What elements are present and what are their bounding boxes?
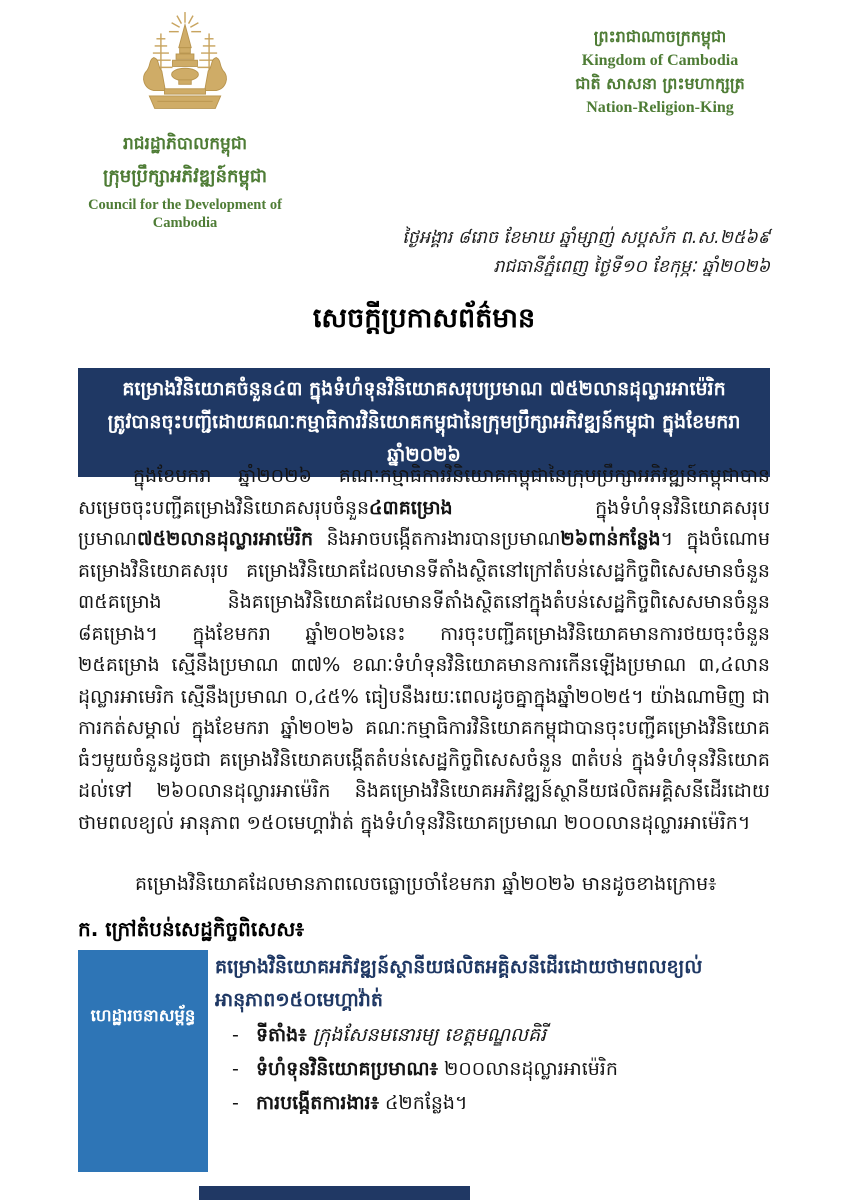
body-paragraph: ក្នុងខែមករា ឆ្នាំ២០២៦ គណៈកម្មាធិការវិនិយោគកម្ពុជានៃក្រុមប្រឹក្សាអភិវឌ្ឍន៍កម្ពុជាបានសម្រេចចុះបញ្ជីគម្រោងវិនិយោគសរុបចំនួន៤៣គម្រោង ក្នុងទំហំទុនវិនិយោគសរុបប្រមាណ៧៥២លានដុល្លារអាម៉េរិក និងអាចបង្កើតការងារបានប្រមាណ២៦ពាន់កន្លែង។ ក្នុងចំណោមគម្រោងវិនិយោគសរុប គម្រោងវិនិយោគដែលមានទីតាំងស្ថិតនៅក្រៅតំបន់សេដ្ឋកិច្ចពិសេសមានចំនួន ៣៥គម្រោង និងគម្រោងវិនិយោគដែលមានទីតាំងស្ថិតនៅក្នុងតំបន់សេដ្ឋកិច្ចពិសេសមានចំនួន ៨គម្រោង។ ក្នុងខែមករា ឆ្នាំ២០២៦នេះ ការចុះបញ្ជីគម្រោងវិនិយោគមានការថយចុះចំនួន ២៥គម្រោង ស្មើនឹងប្រមាណ ៣៧% ខណៈទំហំទុនវិនិយោគមានការកើនឡើងប្រមាណ ៣,៤លានដុល្លារអាមេរិក ស្មើនឹងប្រមាណ ០,៤៥% ធៀបនឹងរយៈពេលដូចគ្នាក្នុងឆ្នាំ២០២៥។ យ៉ាងណាមិញ ជាការកត់សម្គាល់ ក្នុងខែមករា ឆ្នាំ២០២៦ គណៈកម្មាធិការវិនិយោគកម្ពុជាបានចុះបញ្ជីគម្រោងវិនិយោគធំៗមួយចំនួនដូចជា គម្រោងវិនិយោគបង្កើតតំបន់សេដ្ឋកិច្ចពិសេសចំនួន ៣តំបន់ ក្នុងទំហំទុនវិនិយោគដល់ទៅ ២៦០លានដុល្លារអាម៉េរិក និងគម្រោងវិនិយោគអភិវឌ្ឍន៍ស្ថានីយផលិតអគ្គិសនីដើរដោយថាមពលខ្យល់ អានុភាព ១៥០មេហ្គាវ៉ាត់ ក្នុងទំហំទុនវិនិយោគប្រមាណ ២០០លានដុល្លារអាម៉េរិក។	[78, 465, 771, 834]
kingdom-name-english: Kingdom of Cambodia	[581, 52, 739, 69]
dateline-block	[270, 224, 770, 282]
bullet-location-label: ទីតាំង៖	[256, 1024, 307, 1046]
bullet-capital	[232, 1052, 792, 1086]
bullet-jobs	[232, 1086, 792, 1120]
government-name-khmer: រាជរដ្ឋាភិបាលកម្ពុជា	[122, 134, 248, 154]
bullet-jobs-value: ៤២កន្លែង។	[384, 1092, 468, 1114]
sector-cell-background	[78, 950, 208, 1172]
bullet-dash: -	[232, 1024, 239, 1046]
project-detail-list	[232, 1018, 792, 1120]
council-name-english: Council for the Development of Cambodia	[88, 197, 282, 231]
motto-english: Nation-Religion-King	[586, 99, 734, 116]
bullet-location-value: ក្រុងសែនមនោរម្យ ខេត្តមណ្ឌលគិរី	[312, 1024, 547, 1046]
bullet-dash: -	[232, 1092, 239, 1114]
royal-arms-of-cambodia-emblem	[127, 8, 243, 116]
bullet-capital-label: ទំហំទុនវិនិយោគប្រមាណ៖	[256, 1058, 438, 1080]
council-name-khmer: ក្រុមប្រឹក្សាអភិវឌ្ឍន៍កម្ពុជា	[102, 166, 267, 187]
header-right-block	[500, 25, 820, 119]
header-left-block	[60, 8, 310, 232]
headline-banner-line2: ត្រូវបានចុះបញ្ជីដោយគណៈកម្មាធិការវិនិយោគកម្ពុជានៃក្រុមប្រឹក្សាអភិវឌ្ឍន៍កម្ពុជា ក្នុងខែមករា ឆ្នាំ២០២៦	[107, 411, 741, 466]
headline-banner-line1: គម្រោងវិនិយោគចំនួន៤៣ ក្នុងទំហំទុនវិនិយោគសរុបប្រមាណ ៧៥២លានដុល្លារអាម៉េរិក	[122, 378, 726, 400]
sector-label-infrastructure: ហេដ្ឋារចនាសម្ព័ន្ធ	[90, 1006, 196, 1025]
bullet-dash: -	[232, 1058, 239, 1080]
dateline-gregorian: រាជធានីភ្នំពេញ ថ្ងៃទី១០ ខែកុម្ភៈ ឆ្នាំ២០២៦	[493, 257, 770, 277]
kingdom-name-khmer: ព្រះរាជាណាចក្រកម្ពុជា	[593, 27, 727, 46]
bullet-location	[232, 1018, 792, 1052]
dateline-lunar: ថ្ងៃអង្គារ ៨រោច ខែមាឃ ឆ្នាំម្សាញ់ សប្តស័ក ព.ស.២៥៦៩	[402, 228, 770, 248]
lead-in-line: គម្រោងវិនិយោគដែលមានភាពលេចធ្លោប្រចាំខែមករា ឆ្នាំ២០២៦ មានដូចខាងក្រោម៖	[135, 873, 717, 895]
next-section-banner-partial	[199, 1186, 470, 1200]
press-release-title: សេចក្តីប្រកាសព័ត៌មាន	[312, 303, 536, 334]
section-heading-outside-sez: ក. ក្រៅតំបន់សេដ្ឋកិច្ចពិសេស៖	[78, 917, 305, 941]
bullet-jobs-label: ការបង្កើតការងារ៖	[256, 1092, 379, 1114]
motto-khmer: ជាតិ សាសនា ព្រះមហាក្សត្រ	[575, 74, 745, 93]
bullet-capital-value: ២០០លានដុល្លារអាម៉េរិក	[443, 1058, 618, 1080]
project-title: គម្រោងវិនិយោគអភិវឌ្ឍន៍ស្ថានីយផលិតអគ្គិសនីដើរដោយថាមពលខ្យល់ អានុភាព១៥០មេហ្គាវ៉ាត់	[215, 956, 703, 1011]
